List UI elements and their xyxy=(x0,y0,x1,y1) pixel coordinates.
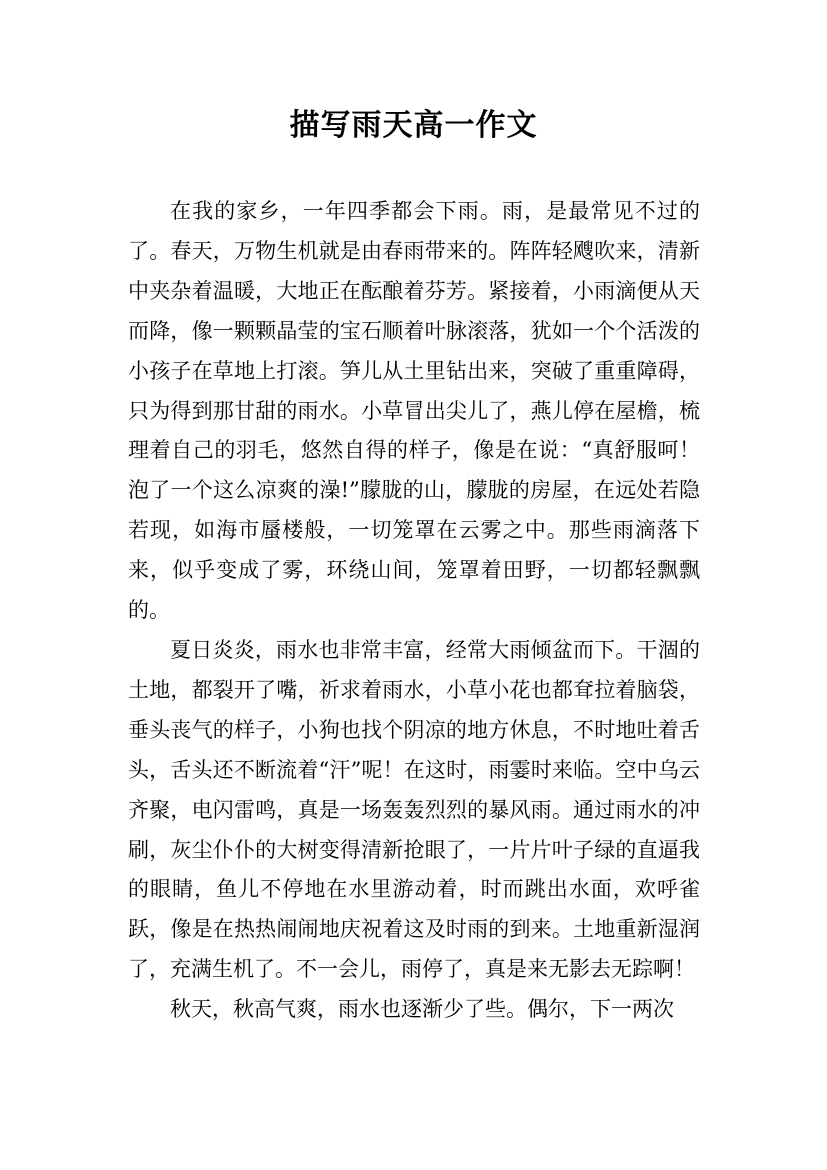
paragraph-summer: 夏日炎炎，雨水也非常丰富，经常大雨倾盆而下。干涸的土地，都裂开了嘴，祈求着雨水，小草小花也都耷拉着脑袋，垂头丧气的样子，小狗也找个阴凉的地方休息，不时地吐着舌头，舌头还不断流着“汗”呢！在这时，雨霎时来临。空中乌云齐聚，电闪雷鸣，真是一场轰轰烈烈的暴风雨。通过雨水的冲刷，灰尘仆仆的大树变得清新抢眼了，一片片叶子绿的直逼我的眼睛，鱼儿不停地在水里游动着，时而跳出水面，欢呼雀跃，像是在热热闹闹地庆祝着这及时雨的到来。土地重新湿润了，充满生机了。不一会儿，雨停了，真是来无影去无踪啊！ xyxy=(128,637,700,982)
paragraph-spring: 在我的家乡，一年四季都会下雨。雨，是最常见不过的了。春天，万物生机就是由春雨带来的。阵阵轻飕吹来，清新中夹杂着温暖，大地正在酝酿着芬芳。紧接着，小雨滴便从天而降，像一颗颗晶莹的宝石顺着叶脉滚落，犹如一个个活泼的小孩子在草地上打滚。笋儿从土里钻出来，突破了重重障碍，只为得到那甘甜的雨水。小草冒出尖儿了，燕儿停在屋檐，梳理着自己的羽毛，悠然自得的样子，像是在说：“真舒服呵！泡了一个这么凉爽的澡!”朦胧的山，朦胧的房屋，在远处若隐若现，如海市蜃楼般，一切笼罩在云雾之中。那些雨滴落下来，似乎变成了雾，环绕山间，笼罩着田野，一切都轻飘飘的。 xyxy=(128,199,700,623)
essay-body xyxy=(128,192,700,1030)
page-title: 描写雨天高一作文 xyxy=(289,108,538,143)
paragraph-autumn: 秋天，秋高气爽，雨水也逐渐少了些。偶尔，下一两次 xyxy=(170,997,674,1022)
